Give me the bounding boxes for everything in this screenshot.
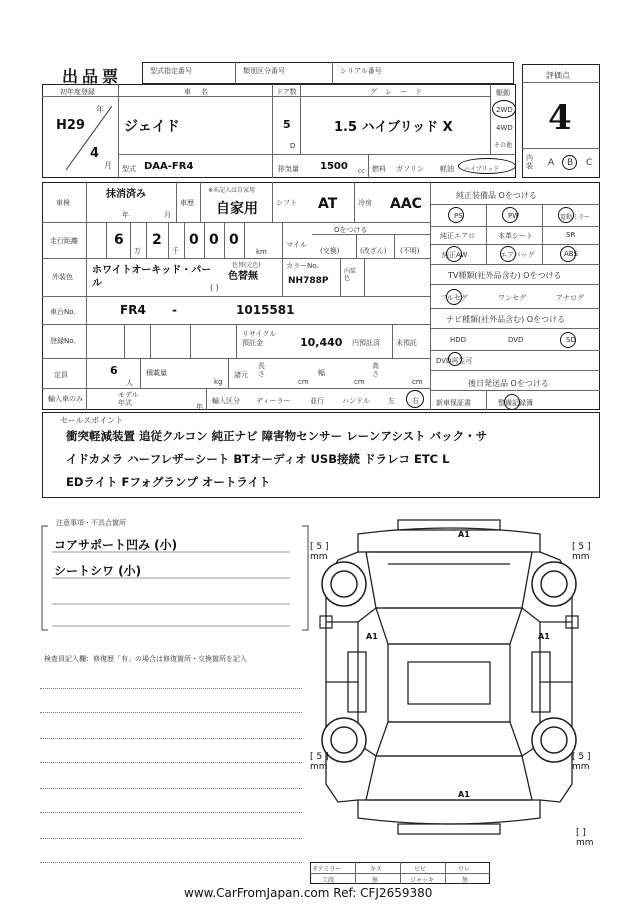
- tire-depth-rear-left: [ 5 ] mm: [310, 752, 329, 772]
- damage-mark-left: A1: [366, 632, 378, 641]
- history-note: ※未記入は自家用: [208, 187, 256, 194]
- interior-option-b: B: [567, 158, 574, 168]
- car-damage-diagram: [318, 512, 580, 862]
- legend-r1-c4: ワレ: [458, 866, 471, 873]
- handle-option-right: 右: [412, 397, 419, 405]
- after-title: 後日発送品 Oをつける: [468, 379, 549, 388]
- after-maintenance-circle: [504, 394, 520, 410]
- grade-label: グレード: [370, 88, 430, 96]
- fuel-selected-circle: [458, 158, 516, 174]
- displacement-unit: cc: [358, 168, 365, 175]
- header-field-serial: シリアル番号: [340, 67, 382, 75]
- ac-value: AAC: [390, 196, 422, 212]
- legend-r1-c2: キズ: [370, 866, 382, 873]
- fuel-option-hybrid: ハイブリッド: [464, 166, 500, 173]
- handle-selected-circle: [406, 390, 424, 408]
- equip-airbag: エアバッグ: [500, 251, 535, 259]
- history-label: 車歴: [180, 199, 194, 207]
- equip-aw-circle: [446, 246, 462, 262]
- import-option-dealer: ディーラー: [256, 397, 291, 405]
- handle-label: ハンドル: [342, 397, 370, 405]
- tv-title: TV種類(社外品含む) Oをつける: [448, 271, 562, 280]
- capacity-unit: 人: [126, 379, 133, 387]
- load-unit: kg: [214, 378, 223, 386]
- mileage-km-unit: km: [256, 248, 267, 256]
- score-label: 評価点: [546, 71, 570, 80]
- mileage-digit-4: 0: [209, 232, 219, 248]
- equip-aw: 純正AW: [442, 251, 468, 259]
- dims-width: 幅: [318, 369, 325, 377]
- chassis-dash: -: [172, 303, 177, 317]
- dims-length: 長さ: [258, 362, 265, 378]
- equip-aero: 純正エアロ: [440, 232, 475, 240]
- nav-sd-circle: [560, 332, 576, 348]
- first-reg-month: 4: [90, 146, 100, 161]
- grade-value: 1.5 ハイブリッド X: [334, 120, 453, 135]
- sales-line-3: EDライト Fフォグランプ オートライト: [66, 475, 271, 489]
- equip-airbag-circle: [500, 246, 516, 262]
- sales-points-label: セールスポイント: [60, 416, 124, 425]
- notes-label: 注意事項・不具合箇所: [56, 519, 126, 527]
- doors-unit: D: [290, 142, 296, 150]
- nav-title: ナビ種類(社外品含む) Oをつける: [446, 315, 566, 324]
- drive-option-4wd: 4WD: [496, 124, 513, 132]
- fuel-option-diesel: 軽油: [440, 165, 454, 173]
- interior-selected-circle: [562, 155, 577, 170]
- shift-label: シフト: [276, 199, 297, 207]
- tv-fullseg-circle: [446, 289, 462, 305]
- legend-r2-c4: 無: [462, 877, 469, 884]
- inspection-value: 抹消済み: [106, 189, 146, 200]
- equip-leather: 本革シート: [498, 232, 533, 240]
- chassis-number: 1015581: [236, 303, 295, 317]
- color-label: 外装色: [52, 273, 73, 281]
- mileage-sen-unit: 千: [172, 247, 179, 255]
- load-label: 積載量: [146, 369, 167, 377]
- page-title: 出品票: [62, 67, 123, 86]
- car-name-label: 車名: [184, 88, 218, 96]
- dims-height: 高さ: [372, 362, 379, 378]
- first-reg-month-unit: 月: [104, 161, 112, 170]
- equipment-title: 純正装備品 Oをつける: [456, 191, 537, 200]
- sales-line-1: 衝突軽減装置 追従クルコン 純正ナビ 障害物センサー レーンアシスト バック・サ: [66, 429, 488, 443]
- inspection-year-unit: 年: [122, 211, 129, 219]
- import-type-label: 輸入区分: [212, 397, 240, 405]
- dims-height-unit: cm: [412, 378, 423, 386]
- damage-mark-front: A1: [458, 530, 470, 539]
- import-label: 輸入車のみ: [48, 395, 83, 403]
- drive-option-2wd: 2WD: [496, 106, 513, 114]
- recycle-unpaid: 未預託: [396, 339, 417, 347]
- fuel-label: 燃料: [372, 165, 386, 173]
- capacity-value: 6: [110, 364, 118, 377]
- mileage-options-note: Oをつける: [334, 226, 368, 234]
- equip-ps-circle: [448, 207, 464, 223]
- doors-label: ドア数: [276, 88, 297, 96]
- legend-r2-c1: 工段: [322, 877, 335, 884]
- interior-option-a: A: [548, 158, 555, 168]
- color-code-label: カラーNo.: [286, 262, 319, 270]
- equip-sr: SR: [566, 231, 576, 239]
- nav-sd: SD: [566, 336, 576, 344]
- displacement-value: 1500: [320, 161, 348, 172]
- fuel-option-gasoline: ガソリン: [396, 165, 424, 173]
- drive-option-other: その他: [494, 142, 513, 149]
- footer-reference: www.CarFromJapan.com Ref: CFJ2659380: [184, 886, 433, 900]
- sales-line-2: イドカメラ ハーフレザーシート BTオーディオ USB接続 ドラレコ ETC L: [66, 452, 450, 466]
- interior-label: 内装: [526, 154, 533, 170]
- first-reg-year-unit: 年: [96, 105, 104, 114]
- legend-r2-c3: ジャッキ: [410, 877, 434, 884]
- mileage-mile-label: マイル: [286, 241, 307, 249]
- inspector-label: 検査員記入欄：修復歴「有」の場合は修復箇所・交換箇所を記入: [44, 655, 247, 663]
- dims-width-unit: cm: [354, 378, 365, 386]
- nav-dvd-playback-circle: [448, 352, 462, 366]
- mileage-digit-3: 0: [189, 232, 199, 248]
- nav-dvd: DVD: [508, 336, 524, 344]
- ac-label: 冷房: [358, 199, 372, 207]
- note-line-2: シートシワ (小): [54, 564, 142, 578]
- tire-depth-rear-right: [ 5 ] mm: [572, 752, 591, 772]
- model-code-value: DAA-FR4: [144, 161, 194, 172]
- tire-depth-front-right: [ 5 ] mm: [572, 542, 591, 562]
- recycle-label: リサイクル預託金: [242, 330, 277, 347]
- nav-dvd-playback: DVD再生可: [436, 357, 473, 365]
- recycle-value: 10,440: [300, 336, 343, 349]
- mileage-label: 走行距離: [50, 237, 78, 245]
- equip-abs-circle: [560, 246, 576, 262]
- first-reg-label: 初年度登録: [60, 88, 95, 96]
- equip-abs: ABS: [564, 250, 578, 258]
- score-value: 4: [548, 98, 572, 138]
- mileage-digit-5: 0: [229, 232, 239, 248]
- legend-r2-c2: 無: [372, 877, 379, 884]
- drive-selected-circle: [492, 100, 516, 118]
- header-field-class: 類別区分番号: [243, 67, 285, 75]
- damage-mark-right: A1: [538, 632, 550, 641]
- drive-label: 駆動: [496, 89, 510, 97]
- recycle-unit: 円預託済: [352, 339, 380, 347]
- mileage-option-unknown: (不明): [400, 247, 420, 255]
- chassis-prefix: FR4: [120, 303, 146, 317]
- tire-depth-front-left: [ 5 ] mm: [310, 542, 329, 562]
- handle-option-left: 左: [388, 397, 395, 405]
- first-reg-year: H29: [56, 118, 85, 133]
- color-repaint-label: 色替(元色): [232, 262, 261, 269]
- dims-length-unit: cm: [298, 378, 309, 386]
- equip-pw: PW: [508, 212, 520, 220]
- tire-depth-spare: [ ] mm: [576, 828, 594, 848]
- mileage-option-replaced: (交換): [320, 247, 340, 255]
- mileage-digit-1: 6: [114, 232, 124, 248]
- dims-label: 諸元: [234, 371, 248, 379]
- car-name-value: ジェイド: [124, 119, 180, 135]
- doors-value: 5: [283, 118, 291, 131]
- tv-oneseg: ワンセグ: [498, 294, 526, 302]
- equip-ps: PS: [454, 212, 463, 220]
- color-interior-label: 内装色: [344, 268, 357, 282]
- inspection-month-unit: 月: [164, 211, 171, 219]
- displacement-label: 排気量: [278, 165, 299, 173]
- nav-hdd: HDD: [450, 336, 467, 344]
- tv-fullseg: フルセグ: [440, 294, 468, 302]
- equip-mirror: 電動ミラー: [560, 214, 591, 221]
- legend-r1-c3: ヒビ: [414, 866, 427, 873]
- tv-analog: アナログ: [556, 294, 584, 302]
- chassis-label: 車台No.: [50, 308, 76, 316]
- color-code-value: NH788P: [288, 276, 329, 286]
- interior-option-c: C: [586, 158, 593, 168]
- legend-r1-c1: Fアミラー: [314, 866, 342, 873]
- reg-no-label: 登録No.: [50, 337, 76, 345]
- color-repaint-paren: ( ): [210, 283, 219, 292]
- equip-mirror-circle: [558, 207, 574, 223]
- inspection-label: 車検: [56, 199, 70, 207]
- import-year-unit: 年: [196, 403, 203, 411]
- color-repaint-value: 色替無: [228, 271, 258, 282]
- shift-value: AT: [318, 196, 338, 212]
- header-field-box: [142, 62, 514, 84]
- history-value: 自家用: [216, 201, 258, 217]
- after-warranty: 新車保証書: [436, 399, 471, 407]
- model-code-label: 型式: [122, 165, 136, 173]
- mileage-digit-2: 2: [152, 232, 162, 248]
- color-value: ホワイトオーキッド・パール: [92, 265, 212, 289]
- note-line-1: コアサポート凹み (小): [54, 538, 178, 552]
- mileage-option-tampered: (改ざん): [360, 247, 387, 255]
- header-field-model-spec: 型式指定番号: [150, 67, 192, 75]
- capacity-label: 定員: [54, 371, 68, 379]
- damage-mark-rear: A1: [458, 790, 470, 799]
- import-option-parallel: 並行: [310, 397, 324, 405]
- equip-pw-circle: [502, 207, 518, 223]
- import-model-year: モデル年式: [118, 391, 139, 407]
- mileage-man-unit: 万: [134, 247, 141, 255]
- after-maintenance: 整備記録簿: [498, 399, 533, 407]
